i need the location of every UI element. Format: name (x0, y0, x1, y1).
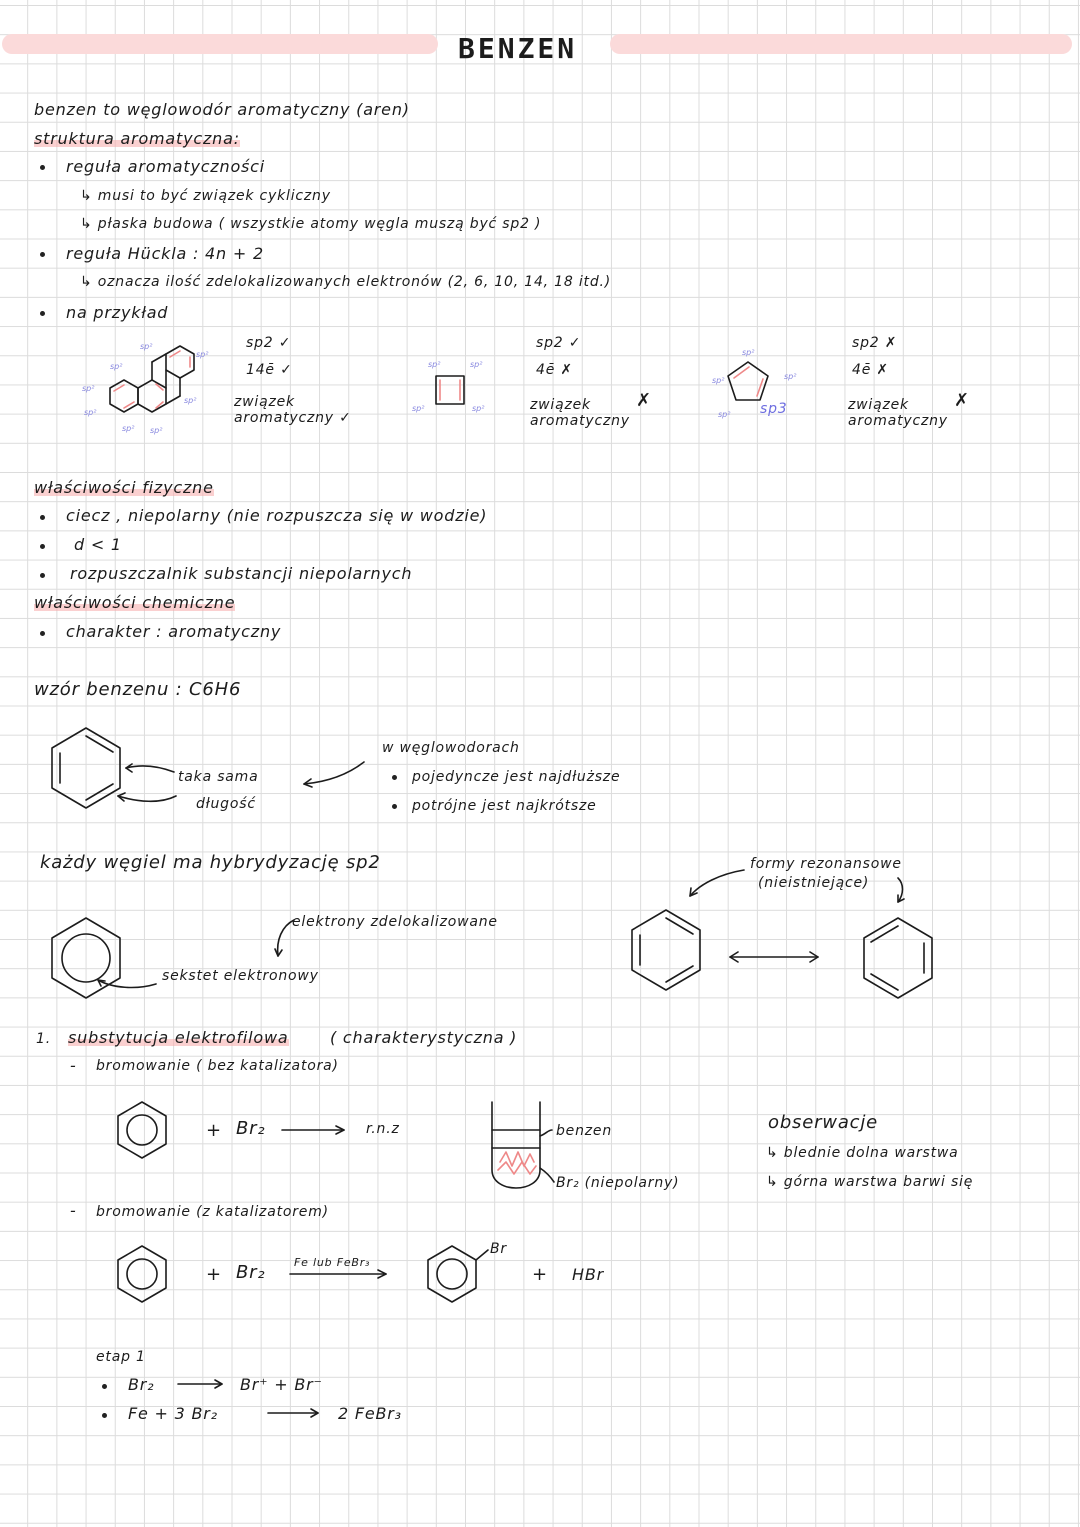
example1-electrons: 14ē ✓ (246, 362, 293, 378)
sp2-label: sp² (110, 362, 123, 371)
cyclopentadiene-molecule (728, 362, 768, 400)
resonance-benzene-left (632, 910, 700, 990)
observation-item: ↳ górna warstwa barwi się (766, 1174, 974, 1190)
benzene-reactant (118, 1102, 166, 1158)
section-number: 1. (36, 1031, 51, 1047)
arrow (118, 796, 176, 801)
plus-sign: + (206, 1120, 222, 1141)
catalyst-label: Fe lub FeBr₃ (294, 1256, 371, 1269)
arrow (278, 920, 294, 956)
example3-compound: związek (848, 397, 909, 413)
plus-sign: + (532, 1264, 548, 1285)
sp2-label: sp² (150, 426, 163, 435)
sp2-label: sp² (784, 372, 797, 381)
substitution-heading: substytucja elektrofilowa (68, 1028, 289, 1047)
arrow (126, 766, 174, 772)
observations-heading: obserwacje (768, 1112, 879, 1133)
bromine-layer-label: Br₂ (niepolarny) (556, 1175, 680, 1191)
substitution-note: ( charakterystyczna ) (330, 1028, 518, 1047)
example3-electrons: 4ē ✗ (852, 362, 889, 378)
physical-item: ciecz , niepolarny (nie rozpuszcza się w wodzie) (66, 506, 488, 525)
physical-item: rozpuszczalnik substancji niepolarnych (70, 564, 413, 583)
example1-compound: związek (234, 394, 295, 410)
cyclobutadiene-molecule (436, 376, 464, 404)
sp2-label: sp² (472, 404, 485, 413)
sp2-label: sp² (428, 360, 441, 369)
hbr-product: HBr (572, 1265, 604, 1284)
kekule-benzene (52, 728, 120, 808)
arrow (690, 870, 744, 896)
page-title: BENZEN (458, 32, 578, 65)
physical-item: d < 1 (74, 535, 122, 554)
sp2-label: sp² (742, 348, 755, 357)
hybridization-line: każdy węgiel ma hybrydyzację sp2 (40, 852, 381, 873)
example1-aromatic: aromatyczny ✓ (234, 410, 352, 426)
sp2-label: sp² (470, 360, 483, 369)
bromination-no-catalyst: bromowanie ( bez katalizatora) (96, 1058, 339, 1074)
benzene-layer-label: benzen (556, 1123, 613, 1139)
sp2-label: sp² (184, 396, 197, 405)
stage-eq1-left: Br₂ (128, 1375, 155, 1394)
triple-bond-note: potrójne jest najkrótsze (412, 798, 597, 814)
sextet-label: sekstet elektronowy (162, 968, 319, 984)
same-label: taka sama (178, 769, 259, 785)
formula-line: wzór benzenu : C6H6 (34, 679, 242, 700)
chemical-item: charakter : aromatyczny (66, 622, 282, 641)
structure-heading: struktura aromatyczna: (34, 129, 240, 148)
bromine-reagent: Br₂ (236, 1262, 266, 1283)
benzene-circle (52, 918, 120, 998)
stage-eq2-right: 2 FeBr₃ (338, 1404, 402, 1423)
example3-aromatic: aromatyczny (848, 413, 948, 429)
delocalized-label: elektrony zdelokalizowane (292, 914, 498, 930)
rule-cyclic: ↳ musi to być związek cykliczny (80, 188, 331, 204)
example2-compound: związek (530, 397, 591, 413)
benzene-reactant-2 (118, 1246, 166, 1302)
no-reaction-label: r.n.z (366, 1121, 400, 1137)
resonance-label: formy rezonansowe (750, 856, 902, 872)
physical-heading: właściwości fizyczne (34, 478, 214, 497)
sp3-label: sp3 (760, 401, 788, 417)
sp2-label: sp² (122, 424, 135, 433)
bromine-substituent: Br (490, 1241, 507, 1257)
bromine-reagent: Br₂ (236, 1118, 266, 1139)
bromobenzene-product (428, 1246, 488, 1302)
single-bond-note: pojedyncze jest najdłuższe (412, 769, 621, 785)
sp2-label: sp² (196, 350, 209, 359)
sp2-label: sp² (82, 384, 95, 393)
example1-sp2: sp2 ✓ (246, 335, 292, 351)
huckel-meaning: ↳ oznacza ilość zdelokalizowanych elektronów (2, 6, 10, 14, 18 itd.) (80, 274, 612, 290)
phenanthrene-molecule (110, 346, 197, 412)
example2-aromatic: aromatyczny (530, 413, 630, 429)
sp2-label: sp² (84, 408, 97, 417)
rule-planar: ↳ płaska budowa ( wszystkie atomy węgla muszą być sp2 ) (80, 216, 542, 232)
example2-sp2: sp2 ✓ (536, 335, 582, 351)
observation-item: ↳ blednie dolna warstwa (766, 1145, 959, 1161)
dash: - (70, 1201, 77, 1220)
example3-cross: ✗ (954, 390, 970, 411)
stage-eq2-left: Fe + 3 Br₂ (128, 1404, 218, 1423)
chemical-heading: właściwości chemiczne (34, 593, 236, 612)
huckel-rule: reguła Hückla : 4n + 2 (66, 244, 264, 263)
example3-sp2: sp2 ✗ (852, 335, 898, 351)
sp2-label: sp² (712, 376, 725, 385)
aromatic-rule: reguła aromatyczności (66, 157, 266, 176)
sp2-label: sp² (140, 342, 153, 351)
resonance-benzene-right (864, 918, 932, 998)
length-label: długość (196, 796, 256, 812)
bromination-with-catalyst: bromowanie (z katalizatorem) (96, 1204, 329, 1220)
intro-line: benzen to węglowodór aromatyczny (aren) (34, 100, 410, 119)
arrow (304, 762, 364, 784)
stage-eq1-right: Br⁺ + Br⁻ (240, 1375, 323, 1394)
example-label: na przykład (66, 303, 169, 322)
sp2-label: sp² (718, 410, 731, 419)
example2-cross: ✗ (636, 390, 652, 411)
sp2-label: sp² (412, 404, 425, 413)
plus-sign: + (206, 1264, 222, 1285)
hydrocarbons-label: w węglowodorach (382, 740, 520, 756)
example2-electrons: 4ē ✗ (536, 362, 573, 378)
nonexistent-label: (nieistniejące) (758, 875, 870, 891)
dash: - (70, 1056, 77, 1075)
stage-heading: etap 1 (96, 1349, 146, 1365)
test-tube (492, 1102, 554, 1188)
